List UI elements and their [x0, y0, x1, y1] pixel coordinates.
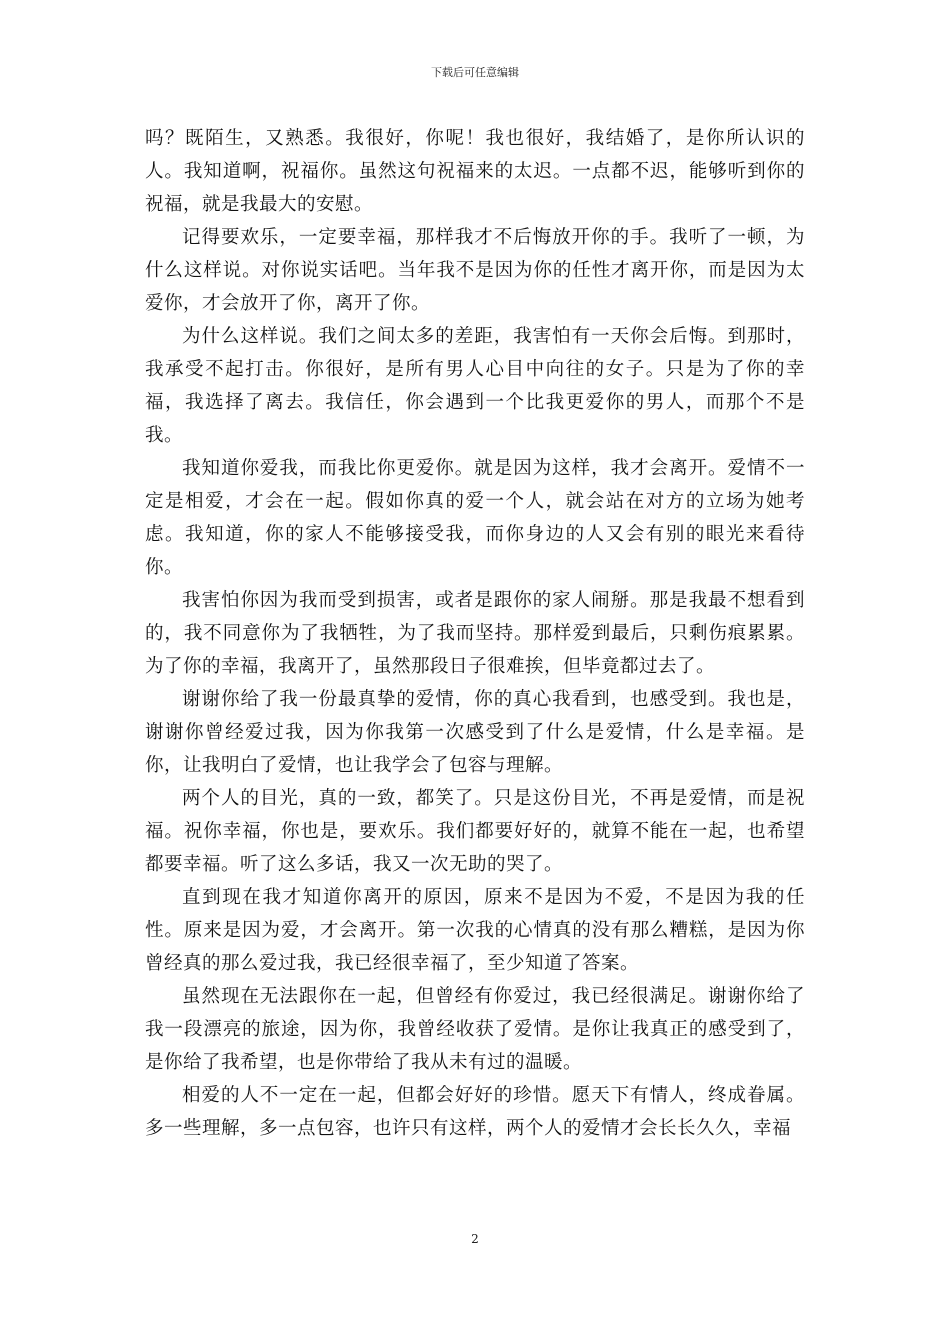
paragraph-4: 我知道你爱我，而我比你更爱你。就是因为这样，我才会离开。爱情不一定是相爱，才会在一起。假如你真的爱一个人，就会站在对方的立场为她考虑。我知道，你的家人不能够接受我，而你身边的人又会有别的眼光来看待你。: [145, 458, 805, 578]
paragraph-9: 虽然现在无法跟你在一起，但曾经有你爱过，我已经很满足。谢谢你给了我一段漂亮的旅途，因为你，我曾经收获了爱情。是你让我真正的感受到了，是你给了我希望，也是你带给了我从未有过的温暖。: [145, 986, 805, 1073]
paragraph-2: 记得要欢乐，一定要幸福，那样我才不后悔放开你的手。我听了一顿，为什么这样说。对你说实话吧。当年我不是因为你的任性才离开你，而是因为太爱你，才会放开了你，离开了你。: [145, 227, 805, 314]
page-number: 2: [471, 1232, 479, 1246]
paragraph-1: 吗？既陌生，又熟悉。我很好，你呢！我也很好，我结婚了，是你所认识的人。我知道啊，祝福你。虽然这句祝福来的太迟。一点都不迟，能够听到你的祝福，就是我最大的安慰。: [145, 128, 805, 215]
paragraph-5: 我害怕你因为我而受到损害，或者是跟你的家人闹掰。那是我最不想看到的，我不同意你为了我牺牲，为了我而坚持。那样爱到最后，只剩伤痕累累。为了你的幸福，我离开了，虽然那段日子很难挨，但毕竟都过去了。: [145, 590, 805, 677]
page-header: 下载后可任意编辑: [431, 66, 519, 79]
paragraph-7: 两个人的目光，真的一致，都笑了。只是这份目光，不再是爱情，而是祝福。祝你幸福，你也是，要欢乐。我们都要好好的，就算不能在一起，也希望都要幸福。听了这么多话，我又一次无助的哭了。: [145, 788, 805, 875]
paragraph-8: 直到现在我才知道你离开的原因，原来不是因为不爱，不是因为我的任性。原来是因为爱，才会离开。第一次我的心情真的没有那么糟糕，是因为你曾经真的那么爱过我，我已经很幸福了，至少知道了答案。: [145, 887, 805, 974]
body-text: [145, 122, 805, 1145]
paragraph-3: 为什么这样说。我们之间太多的差距，我害怕有一天你会后悔。到那时，我承受不起打击。你很好，是所有男人心目中向往的女子。只是为了你的幸福，我选择了离去。我信任，你会遇到一个比我更爱你的男人，而那个不是我。: [145, 326, 805, 446]
paragraph-6: 谢谢你给了我一份最真挚的爱情，你的真心我看到，也感受到。我也是，谢谢你曾经爱过我，因为你我第一次感受到了什么是爱情，什么是幸福。是你，让我明白了爱情，也让我学会了包容与理解。: [145, 689, 805, 776]
paragraph-10: 相爱的人不一定在一起，但都会好好的珍惜。愿天下有情人，终成眷属。多一些理解，多一点包容，也许只有这样，两个人的爱情才会长长久久，幸福: [145, 1085, 805, 1139]
